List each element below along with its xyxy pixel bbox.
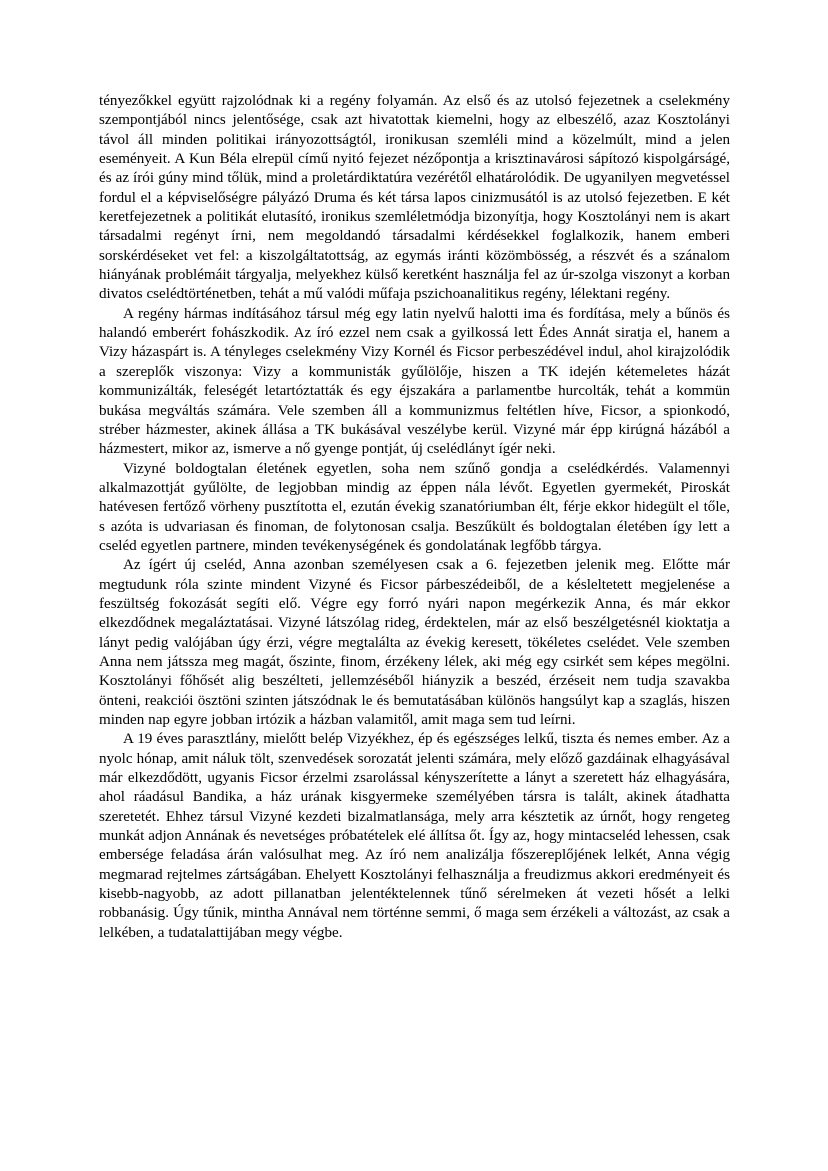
- paragraph-1: tényezőkkel együtt rajzolódnak ki a regény folyamán. Az első és az utolsó fejezetnek a cselekmény szempontjából nincs jelentősége, csak azt hivatottak kiemelni, hogy az elbeszélő, azaz Kosztolányi távol áll minden politikai irányozottságtól, ironikusan szemléli mind a közelmúlt, mind a jelen eseményeit. A Kun Béla elrepül című nyitó fejezet nézőpontja a krisztinavárosi sápítozó kispolgárságé, és az írói gúny mind tőlük, mind a proletárdiktatúra vezérétől elhatárolódik. De ugyanilyen megvetéssel fordul el a képviselőségre pályázó Druma és két társa lapos cinizmusától is az utolsó fejezetben. E két keretfejezetnek a politikát elutasító, ironikus szemléletmódja bizonyítja, hogy Kosztolányi nem is akart társadalmi regényt írni, nem megoldandó társadalmi kérdésekkel foglalkozik, hanem emberi sorskérdéseket vet fel: a kiszolgáltatottság, az egymás iránti közömbösség, a részvét és a szánalom hiányának problémáit tárgyalja, melyekhez külső keretként használja fel az úr-szolga viszonyt a korban divatos cselédtörténetben, tehát a mű valódi műfaja pszichoanalitikus regény, lélektani regény.: [99, 93, 730, 303]
- paragraph-3: Vizyné boldogtalan életének egyetlen, soha nem szűnő gondja a cselédkérdés. Valamennyi alkalmazottját gyűlölte, de legjobban mindig az éppen nála lévőt. Egyetlen gyermekét, Piroskát hatévesen fertőző vörheny pusztította el, ezután évekig szanatóriumban élt, férje ekkor hidegült el tőle, s azóta is udvariasan és finoman, de folytonosan csalja. Beszűkült és boldogtalan életében így lett a cseléd egyetlen partnere, minden tevékenységének és gondolatának legfőbb tárgya.: [99, 460, 730, 554]
- paragraph-2: A regény hármas indításához társul még egy latin nyelvű halotti ima és fordítása, mely a bűnös és halandó emberért fohászkodik. Az író ezzel nem csak a gyilkossá lett Édes Annát siratja el, hanem a Vizy házaspárt is. A tényleges cselekmény Vizy Kornél és Ficsor perbeszédével indul, ahol kirajzolódik a szereplők viszonya: Vizy a kommunisták gyűlölője, hiszen a TK idején kétemeletes házát kommunizálták, feleségét letartóztatták és egy éjszakára a parlamentbe hurcolták, tehát a kommün bukása megváltás számára. Vele szemben áll a kommunizmus feltétlen híve, Ficsor, a spionkodó, stréber házmester, akinek állása a TK bukásával veszélybe kerül. Vizyné már épp kirúgná házából a házmestert, mikor az, ismerve a nő gyenge pontját, új cselédlányt ígér neki.: [99, 305, 730, 458]
- paragraph-5: A 19 éves parasztlány, mielőtt belép Vizyékhez, ép és egészséges lelkű, tiszta és nemes ember. Az a nyolc hónap, amit náluk tölt, szenvedések sorozatát jelenti számára, mely előző gazdáinak elhagyásával már elkezdődött, ugyanis Ficsor érzelmi zsarolással kényszerítette a lányt a szeretett ház elhagyására, ahol ráadásul Bandika, a ház urának kisgyermeke személyében társra is talált, akinek átadhatta szeretetét. Ehhez társul Vizyné kezdeti bizalmatlansága, mely arra késztetik az úrnőt, hogy rengeteg munkát adjon Annának és nevetséges próbatételek elé állítsa őt. Így az, hogy mintacseléd lehessen, csak embersége feladása árán valósulhat meg. Az író nem analizálja főszereplőjének lelkét, Anna végig megmarad rejtelmes zártságában. Ehelyett Kosztolányi felhasználja a freudizmus akkori eredményeit és kisebb-nagyobb, az adott pillanatban jelentéktelennek tűnő sérelmeken át vezeti hősét a lelki robbanásig. Úgy tűnik, mintha Annával nem történne semmi, ő maga sem érzékeli a változást, az csak a lelkében, a tudatalattijában megy végbe.: [99, 731, 730, 941]
- paragraph-4: Az ígért új cseléd, Anna azonban személyesen csak a 6. fejezetben jelenik meg. Előtte már megtudunk róla szinte mindent Vizyné és Ficsor párbeszédeiből, de a késleltetett megjelenése a feszültség fokozását segíti elő. Végre egy forró nyári napon megérkezik Anna, és már ekkor elkezdődnek megaláztatásai. Vizyné látszólag rideg, érdektelen, már az első beszélgetésnél kioktatja a lányt pedig valójában úgy érzi, végre megtalálta az évekig keresett, tökéletes cselédet. Vele szemben Anna nem játssza meg magát, őszinte, finom, érzékeny lélek, aki még egy csirkét sem képes megölni. Kosztolányi főhősét alig beszélteti, jellemzéséből hiányzik a beszéd, érzéseit nem tudja szavakba önteni, reakciói ösztöni szinten játszódnak le és bemutatásában különös hangsúlyt kap a szaglás, hiszen minden nap egyre jobban irtózik a házban valamitől, amit maga sem tud leírni.: [99, 557, 730, 728]
- body-text-column: [99, 92, 730, 943]
